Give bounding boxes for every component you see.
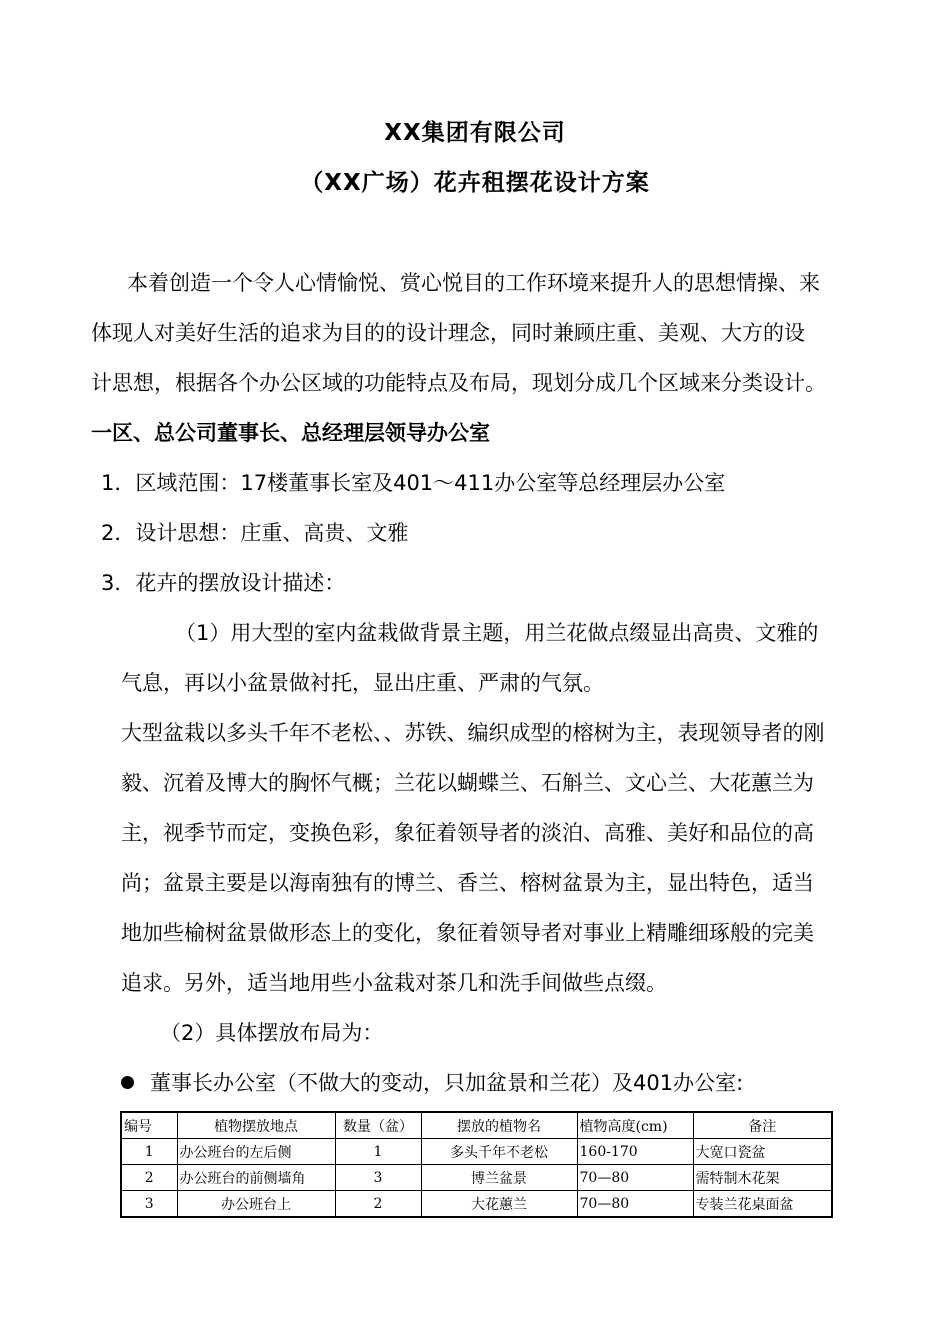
header-cell: 植物摆放地点 — [177, 1112, 335, 1139]
table-cell: 办公班台的前侧墙角 — [177, 1165, 335, 1191]
table-cell: 专装兰花桌面盆 — [693, 1191, 832, 1218]
table-row — [121, 1139, 832, 1165]
desc-line-5: 地加些榆树盆景做形态上的变化，象征着领导者对事业上精雕细琢般的完美 — [121, 921, 814, 945]
document-title: XX集团有限公司 — [384, 120, 566, 146]
table-cell: 大宽口瓷盆 — [693, 1139, 832, 1165]
sub1-line-1: （1）用大型的室内盆栽做背景主题，用兰花做点缀显出高贵、文雅的 — [175, 621, 819, 645]
table-row — [121, 1165, 832, 1191]
intro-line-1: 本着创造一个令人心情愉悦、赏心悦目的工作环境来提升人的思想情操、来 — [127, 271, 820, 295]
desc-line-2: 毅、沉着及博大的胸怀气概；兰花以蝴蝶兰、石斛兰、文心兰、大花蕙兰为 — [121, 771, 814, 795]
section-heading: 一区、总公司董事长、总经理层领导办公室 — [91, 421, 490, 445]
table-cell: 办公班台上 — [177, 1191, 335, 1218]
bullet-item — [121, 1058, 743, 1108]
desc-line-1: 大型盆栽以多头千年不老松、、苏铁、编织成型的榕树为主，表现领导者的刚 — [121, 721, 825, 745]
intro-line-2: 体现人对美好生活的追求为目的的设计理念，同时兼顾庄重、美观、大方的设 — [91, 321, 805, 345]
header-cell: 数量（盆） — [335, 1112, 421, 1139]
header-cell: 摆放的植物名 — [421, 1112, 577, 1139]
table-cell: 2 — [335, 1191, 421, 1218]
table-cell: 3 — [335, 1165, 421, 1191]
table-cell: 70—80 — [577, 1165, 693, 1191]
desc-line-4: 尚；盆景主要是以海南独有的博兰、香兰、榕树盆景为主，显出特色，适当 — [121, 871, 814, 895]
desc-line-6: 追求。另外，适当地用些小盆栽对茶几和洗手间做些点缀。 — [121, 971, 667, 995]
plant-table — [120, 1111, 833, 1218]
bullet-dot-icon — [121, 1076, 134, 1089]
document-subtitle: （XX广场）花卉租摆花设计方案 — [300, 170, 650, 196]
table-cell: 3 — [121, 1191, 177, 1218]
table-cell: 需特制木花架 — [693, 1165, 832, 1191]
bullet-text: 董事长办公室（不做大的变动，只加盆景和兰花）及401办公室: — [150, 1071, 744, 1095]
table-cell: 多头千年不老松 — [421, 1139, 577, 1165]
table-header-row — [121, 1112, 832, 1139]
header-cell: 植物高度(cm) — [577, 1112, 693, 1139]
header-cell: 编号 — [121, 1112, 177, 1139]
table-row — [121, 1191, 832, 1218]
sub1-line-2: 气息，再以小盆景做衬托，显出庄重、严肃的气氛。 — [121, 671, 604, 695]
table-cell: 大花蕙兰 — [421, 1191, 577, 1218]
table-cell: 1 — [335, 1139, 421, 1165]
table-cell: 办公班台的左后侧 — [177, 1139, 335, 1165]
table-cell: 2 — [121, 1165, 177, 1191]
table-cell: 1 — [121, 1139, 177, 1165]
item-description-label: 3．花卉的摆放设计描述： — [101, 571, 346, 595]
header-cell: 备注 — [693, 1112, 832, 1139]
table-cell: 160-170 — [577, 1139, 693, 1165]
sub2-label: （2）具体摆放布局为： — [160, 1021, 384, 1045]
table-cell: 70—80 — [577, 1191, 693, 1218]
item-design-idea: 2．设计思想：庄重、高贵、文雅 — [101, 521, 409, 545]
table-cell: 博兰盆景 — [421, 1165, 577, 1191]
desc-line-3: 主，视季节而定，变换色彩，象征着领导者的淡泊、高雅、美好和品位的高 — [121, 821, 814, 845]
intro-line-3: 计思想，根据各个办公区域的功能特点及布局，现划分成几个区域来分类设计。 — [91, 371, 826, 395]
item-scope: 1．区域范围：17楼董事长室及401～411办公室等总经理层办公室 — [101, 471, 726, 495]
